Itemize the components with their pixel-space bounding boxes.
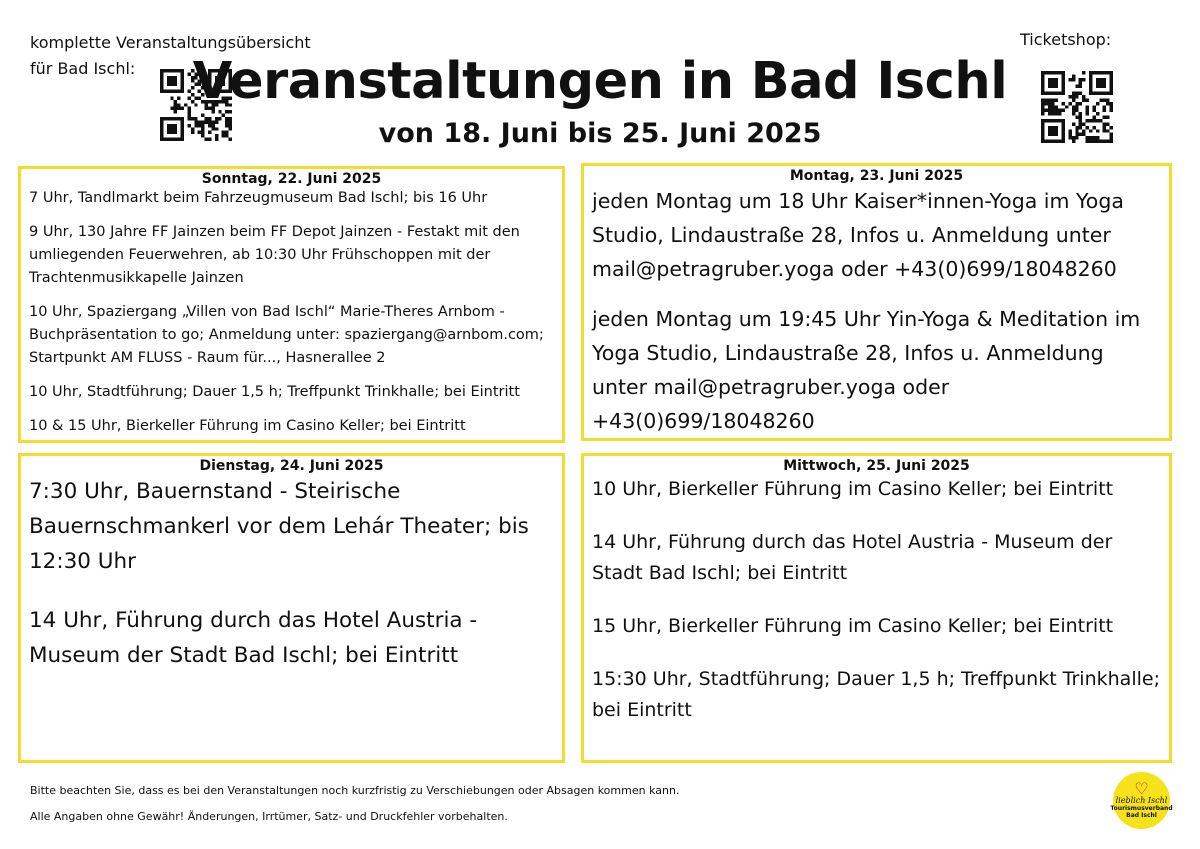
logo-script-text: lieblich Ischl bbox=[1115, 796, 1168, 805]
footer-note-changes: Bitte beachten Sie, dass es bei den Veranstaltungen noch kurzfristig zu Verschiebungen oder Absagen kommen kann. bbox=[30, 784, 680, 797]
heart-icon: ♡ bbox=[1134, 779, 1149, 798]
intro-line-2: für Bad Ischl: bbox=[30, 59, 136, 78]
logo-line-1: Tourismusverband bbox=[1110, 805, 1173, 812]
logo-line-2: Bad Ischl bbox=[1126, 812, 1157, 819]
event-item: 9 Uhr, 130 Jahre FF Jainzen beim FF Depot Jainzen - Festakt mit den umliegenden Feuerwehren, ab 10:30 Uhr Frühschoppen mit der Trachtenmusikkapelle Jainzen bbox=[29, 224, 520, 286]
event-item: jeden Montag um 18 Uhr Kaiser*innen-Yoga im Yoga Studio, Lindaustraße 28, Infos u. Anmeldung unter mail@petragruber.yoga oder +43(0)699/18048260 bbox=[592, 189, 1124, 281]
event-item: 7 Uhr, Tandlmarkt beim Fahrzeugmuseum Bad Ischl; bis 16 Uhr bbox=[29, 190, 488, 206]
event-item: jeden Montag um 19:45 Uhr Yin-Yoga & Meditation im Yoga Studio, Lindaustraße 28, Infos u. Anmeldung unter mail@petragruber.yoga oder +43(0)699/18048260 bbox=[592, 307, 1141, 433]
day-heading: Mittwoch, 25. Juni 2025 bbox=[783, 458, 970, 474]
event-item: 7:30 Uhr, Bauernstand - Steirische Bauernschmankerl vor dem Lehár Theater; bis 12:30 Uhr bbox=[29, 479, 529, 574]
day-box-tuesday bbox=[18, 453, 565, 763]
day-box-sunday bbox=[18, 166, 565, 443]
event-item: 14 Uhr, Führung durch das Hotel Austria - Museum der Stadt Bad Ischl; bei Eintritt bbox=[592, 531, 1113, 584]
event-item: 10 Uhr, Bierkeller Führung im Casino Keller; bei Eintritt bbox=[592, 478, 1114, 500]
footer-note-disclaimer: Alle Angaben ohne Gewähr! Änderungen, Irrtümer, Satz- und Druckfehler vorbehalten. bbox=[30, 810, 508, 823]
day-box-monday bbox=[581, 163, 1172, 441]
event-item: 15:30 Uhr, Stadtführung; Dauer 1,5 h; Treffpunkt Trinkhalle; bei Eintritt bbox=[592, 668, 1160, 721]
day-heading: Sonntag, 22. Juni 2025 bbox=[201, 171, 382, 187]
page-title: Veranstaltungen in Bad Ischl bbox=[192, 52, 1008, 111]
event-item: 10 Uhr, Stadtführung; Dauer 1,5 h; Treffpunkt Trinkhalle; bei Eintritt bbox=[29, 384, 520, 400]
event-item: 15 Uhr, Bierkeller Führung im Casino Keller; bei Eintritt bbox=[592, 615, 1114, 637]
event-item: 10 Uhr, Spaziergang „Villen von Bad Ischl“ Marie-Theres Arnbom - Buchpräsentation to go; Anmeldung unter: spaziergang@arnbom.com; Startpunkt AM FLUSS - Raum für..., Hasnerallee 2 bbox=[29, 304, 544, 366]
event-item: 10 & 15 Uhr, Bierkeller Führung im Casino Keller; bei Eintritt bbox=[29, 418, 466, 434]
ticketshop-label: Ticketshop: bbox=[1020, 30, 1112, 49]
intro-line-1: komplette Veranstaltungsübersicht bbox=[30, 33, 311, 52]
day-heading: Dienstag, 24. Juni 2025 bbox=[199, 458, 384, 474]
tourism-logo bbox=[1110, 772, 1173, 829]
day-heading: Montag, 23. Juni 2025 bbox=[789, 168, 964, 184]
page-subtitle: von 18. Juni bis 25. Juni 2025 bbox=[378, 118, 822, 149]
event-item: 14 Uhr, Führung durch das Hotel Austria - Museum der Stadt Bad Ischl; bei Eintritt bbox=[29, 608, 478, 668]
day-box-wednesday bbox=[581, 453, 1172, 763]
